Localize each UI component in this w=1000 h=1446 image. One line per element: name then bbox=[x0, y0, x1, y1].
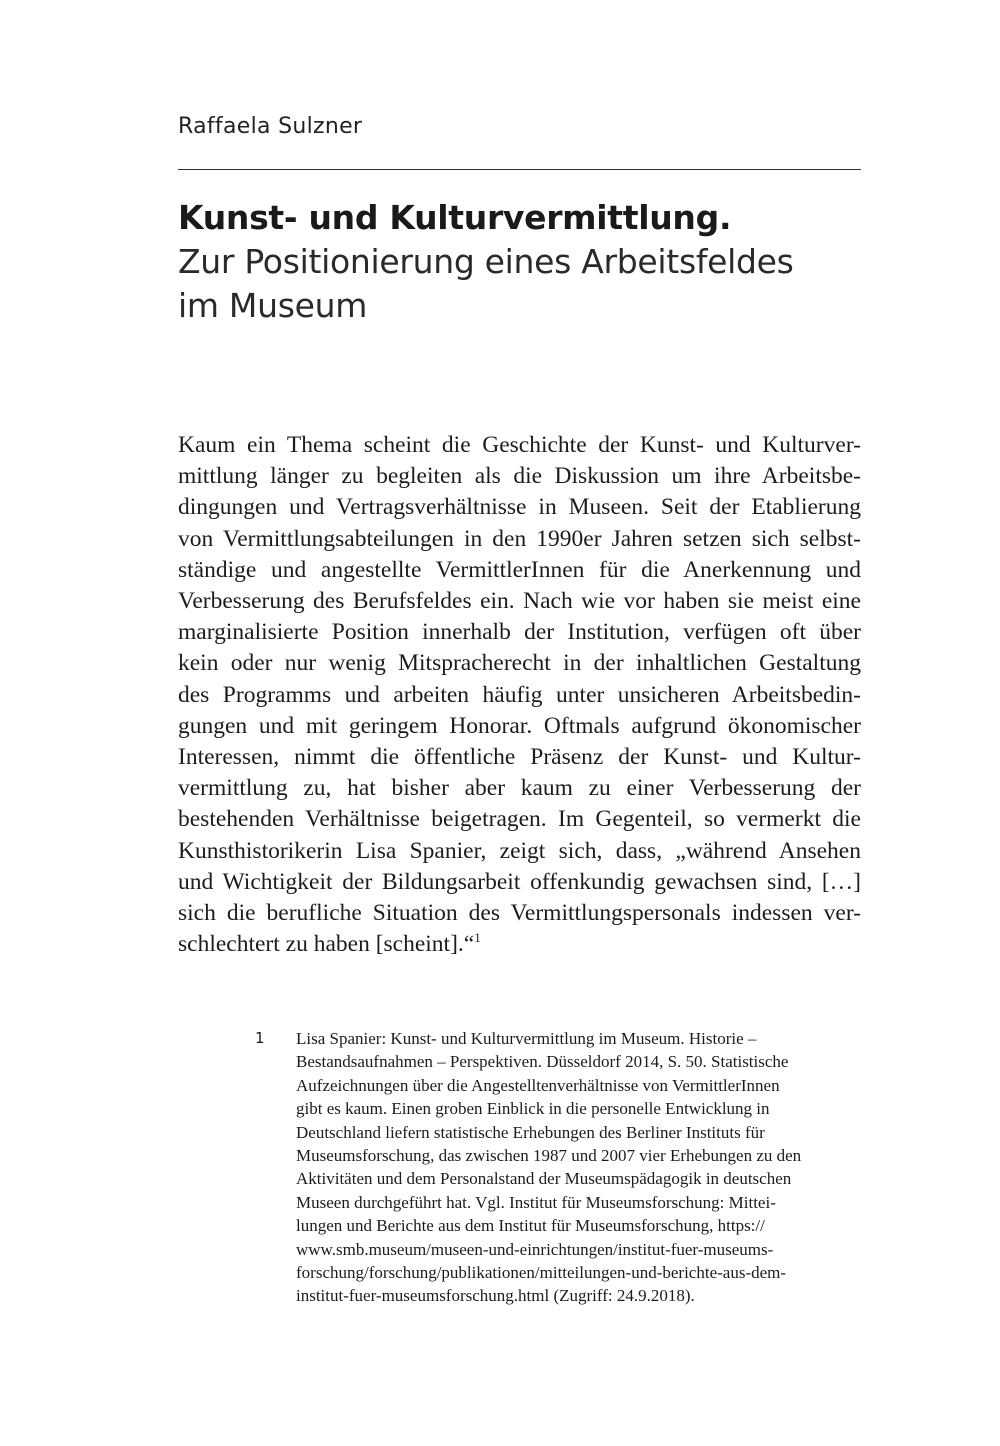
body-line: und Wichtigkeit der Bildungsarbeit offenkundig gewachsen sind, […] bbox=[178, 868, 861, 895]
body-line-last bbox=[178, 929, 861, 960]
body-line: sich die berufliche Situation des Vermittlungspersonals indessen ver- bbox=[178, 900, 861, 927]
body-line: Kaum ein Thema scheint die Geschichte der Kunst- und Kulturver- bbox=[178, 432, 861, 458]
footnote-line: Museen durchgeführt hat. Vgl. Institut für Museumsforschung: Mittei- bbox=[296, 1192, 776, 1212]
body-line: Verbesserung des Berufsfeldes ein. Nach wie vor haben sie meist eine bbox=[178, 588, 861, 615]
body-line: Kunsthistorikerin Lisa Spanier, zeigt sich, dass, „während Ansehen bbox=[178, 837, 861, 864]
body-line-text: schlechtert zu haben [scheint].“ bbox=[178, 931, 475, 958]
body-line: Interessen, nimmt die öffentliche Präsenz der Kunst- und Kultur- bbox=[178, 744, 861, 771]
body-line: bestehenden Verhältnisse beigetragen. Im Gegenteil, so vermerkt die bbox=[178, 806, 861, 833]
footnote-number: 1 bbox=[255, 1029, 265, 1047]
body-paragraph bbox=[178, 430, 861, 960]
author-name: Raffaela Sulzner bbox=[178, 114, 363, 139]
body-line: des Programms und arbeiten häufig unter unsicheren Arbeitsbedin- bbox=[178, 681, 861, 708]
footnote-line: Lisa Spanier: Kunst- und Kulturvermittlung im Museum. Historie – bbox=[296, 1029, 757, 1048]
body-line: vermittlung zu, hat bisher aber kaum zu einer Verbesserung der bbox=[178, 775, 861, 802]
body-line: kein oder nur wenig Mitspracherecht in der inhaltlichen Gestaltung bbox=[178, 650, 861, 677]
body-line: gungen und mit geringem Honorar. Oftmals aufgrund ökonomischer bbox=[178, 712, 861, 739]
footnote-url-line[interactable]: institut-fuer-museumsforschung.html (Zugriff: 24.9.2018). bbox=[296, 1286, 695, 1306]
footnote-reference[interactable]: 1 bbox=[474, 930, 481, 946]
header-divider bbox=[178, 169, 861, 170]
body-line: mittlung länger zu begleiten als die Diskussion um ihre Arbeitsbe- bbox=[178, 463, 861, 490]
body-line: von Vermittlungsabteilungen in den 1990er Jahren setzen sich selbst- bbox=[178, 525, 861, 552]
footnote-line: Aufzeichnungen über die Angestelltenverhältnisse von VermittlerInnen bbox=[296, 1075, 780, 1095]
footnote-line: Museumsforschung, das zwischen 1987 und 2007 vier Erhebungen zu den bbox=[296, 1146, 802, 1166]
footnote-line: Deutschland liefern statistische Erhebungen des Berliner Instituts für bbox=[296, 1122, 765, 1142]
footnote-url-line[interactable]: forschung/forschung/publikationen/mitteilungen-und-berichte-aus-dem- bbox=[296, 1263, 787, 1283]
title-subtitle-line: im Museum bbox=[178, 286, 368, 325]
footnote-url-line[interactable]: www.smb.museum/museen-und-einrichtungen/institut-fuer-museums- bbox=[296, 1239, 774, 1259]
footnote-line: Aktivitäten und dem Personalstand der Museumspädagogik in deutschen bbox=[296, 1169, 792, 1189]
body-line: marginalisierte Position innerhalb der Institution, verfügen oft über bbox=[178, 619, 861, 646]
footnote-line: gibt es kaum. Einen groben Einblick in die personelle Entwicklung in bbox=[296, 1099, 770, 1119]
footnote-text bbox=[296, 1027, 861, 1308]
footnote-url-line: lungen und Berichte aus dem Institut für Museumsforschung, https:// bbox=[296, 1216, 765, 1236]
body-line: ständige und angestellte VermittlerInnen für die Anerkennung und bbox=[178, 556, 861, 583]
chapter-title bbox=[178, 196, 878, 328]
body-line: dingungen und Vertragsverhältnisse in Museen. Seit der Etablierung bbox=[178, 494, 861, 521]
title-main: Kunst- und Kulturvermittlung. bbox=[178, 198, 732, 237]
footnote-line: Bestandsaufnahmen – Perspektiven. Düsseldorf 2014, S. 50. Statistische bbox=[296, 1052, 789, 1072]
title-subtitle-line: Zur Positionierung eines Arbeitsfeldes bbox=[178, 242, 794, 281]
